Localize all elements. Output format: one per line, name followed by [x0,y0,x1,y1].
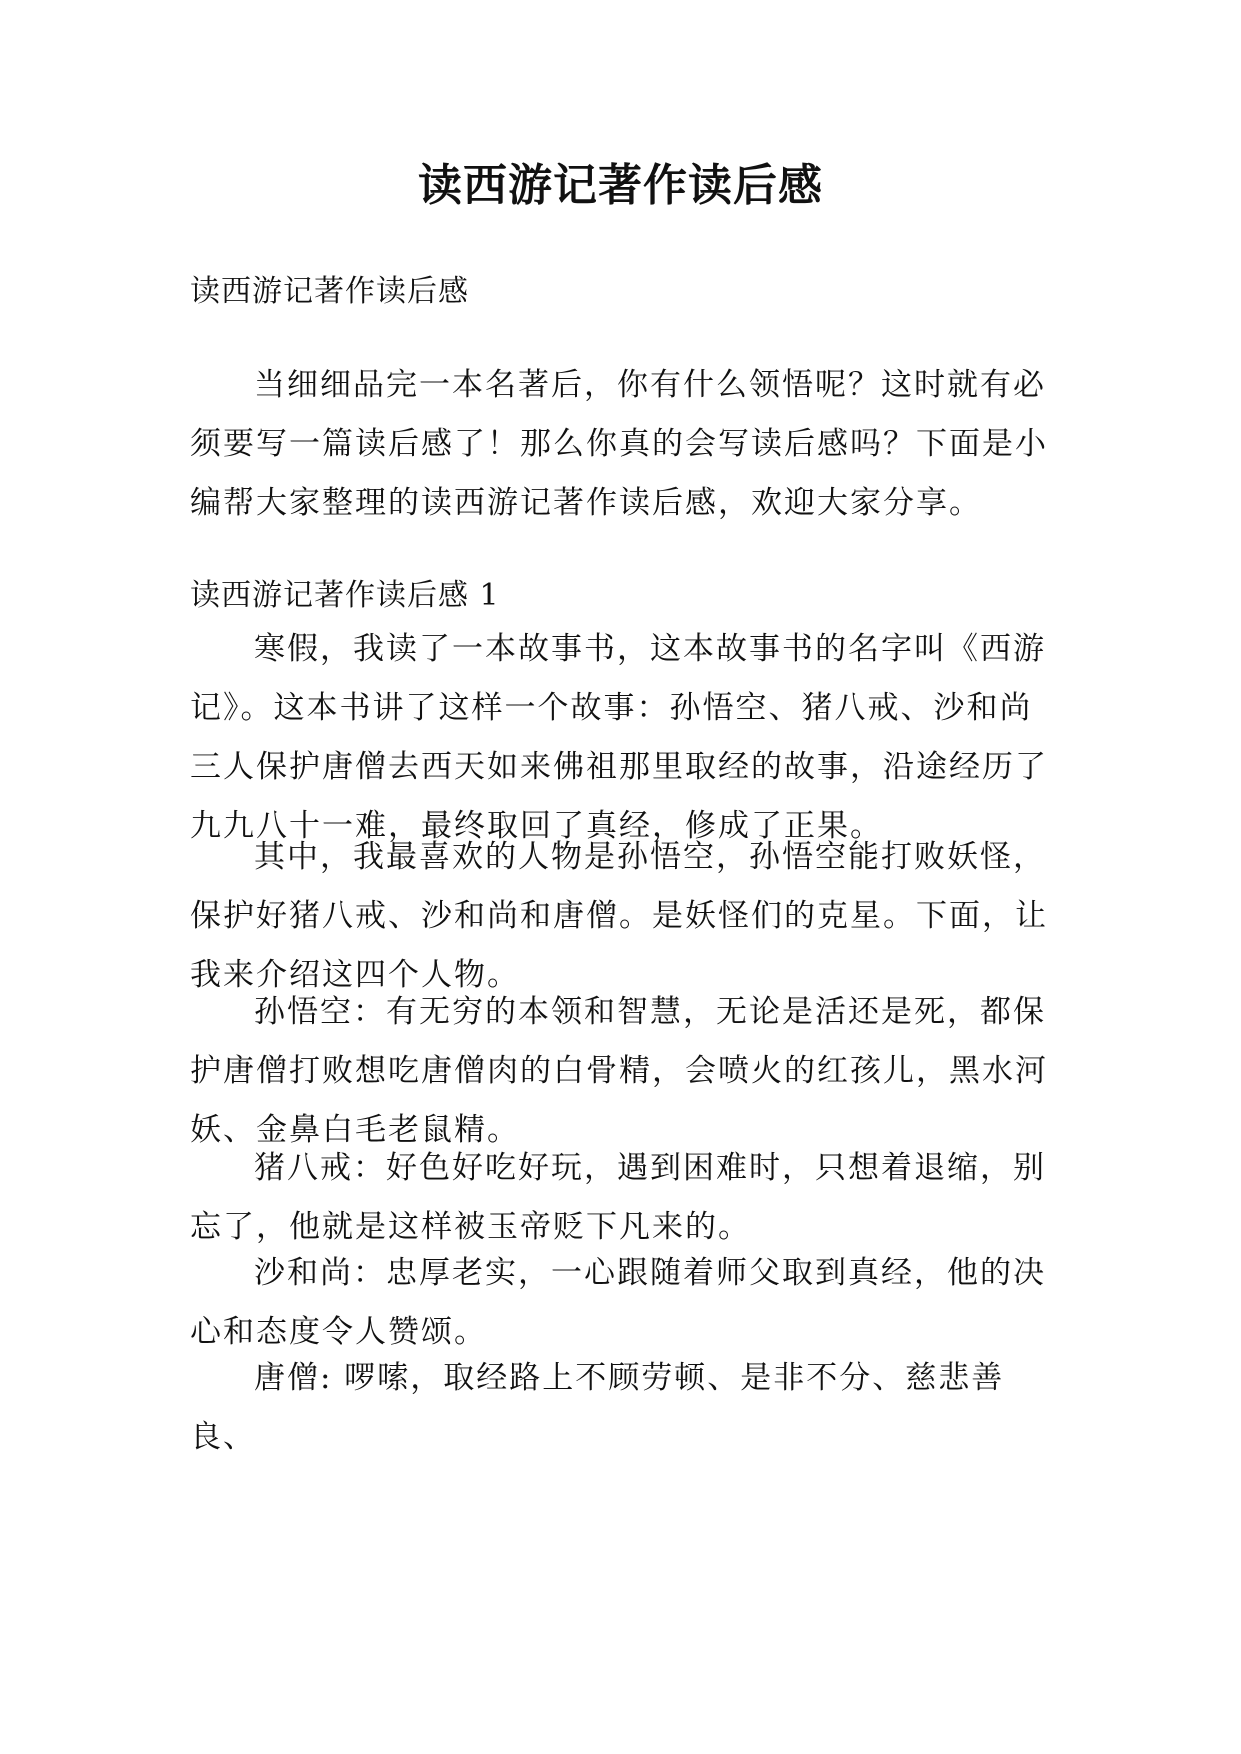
body-paragraph: 寒假，我读了一本故事书，这本故事书的名字叫《西游记》。这本书讲了这样一个故事：孙悟空、猪八戒、沙和尚三人保护唐僧去西天如来佛祖那里取经的故事，沿途经历了九九八十一难，最终取回了真经，修成了正果。 [190,631,1048,844]
body-paragraph: 孙悟空：有无穷的本领和智慧，无论是活还是死，都保护唐僧打败想吃唐僧肉的白骨精，会喷火的红孩儿，黑水河妖、金鼻白毛老鼠精。 [190,994,1048,1148]
intro-paragraph: 当细细品完一本名著后，你有什么领悟呢？这时就有必须要写一篇读后感了！那么你真的会写读后感吗？下面是小编帮大家整理的读西游记著作读后感，欢迎大家分享。 [190,367,1048,521]
document-subtitle: 读西游记著作读后感 [190,274,469,309]
body-paragraph: 唐僧: 啰嗦，取经路上不顾劳顿、是非不分、慈悲善良、 [190,1360,1005,1455]
body-paragraph: 其中，我最喜欢的人物是孙悟空，孙悟空能打败妖怪，保护好猪八戒、沙和尚和唐僧。是妖怪们的克星。下面，让我来介绍这四个人物。 [190,839,1048,993]
document-title: 读西游记著作读后感 [418,160,823,211]
section-heading: 读西游记著作读后感 1 [190,578,500,613]
body-paragraph: 猪八戒：好色好吃好玩，遇到困难时，只想着退缩，别忘了，他就是这样被玉帝贬下凡来的。 [190,1150,1046,1245]
body-paragraph: 沙和尚：忠厚老实，一心跟随着师父取到真经，他的决心和态度令人赞颂。 [190,1255,1046,1350]
